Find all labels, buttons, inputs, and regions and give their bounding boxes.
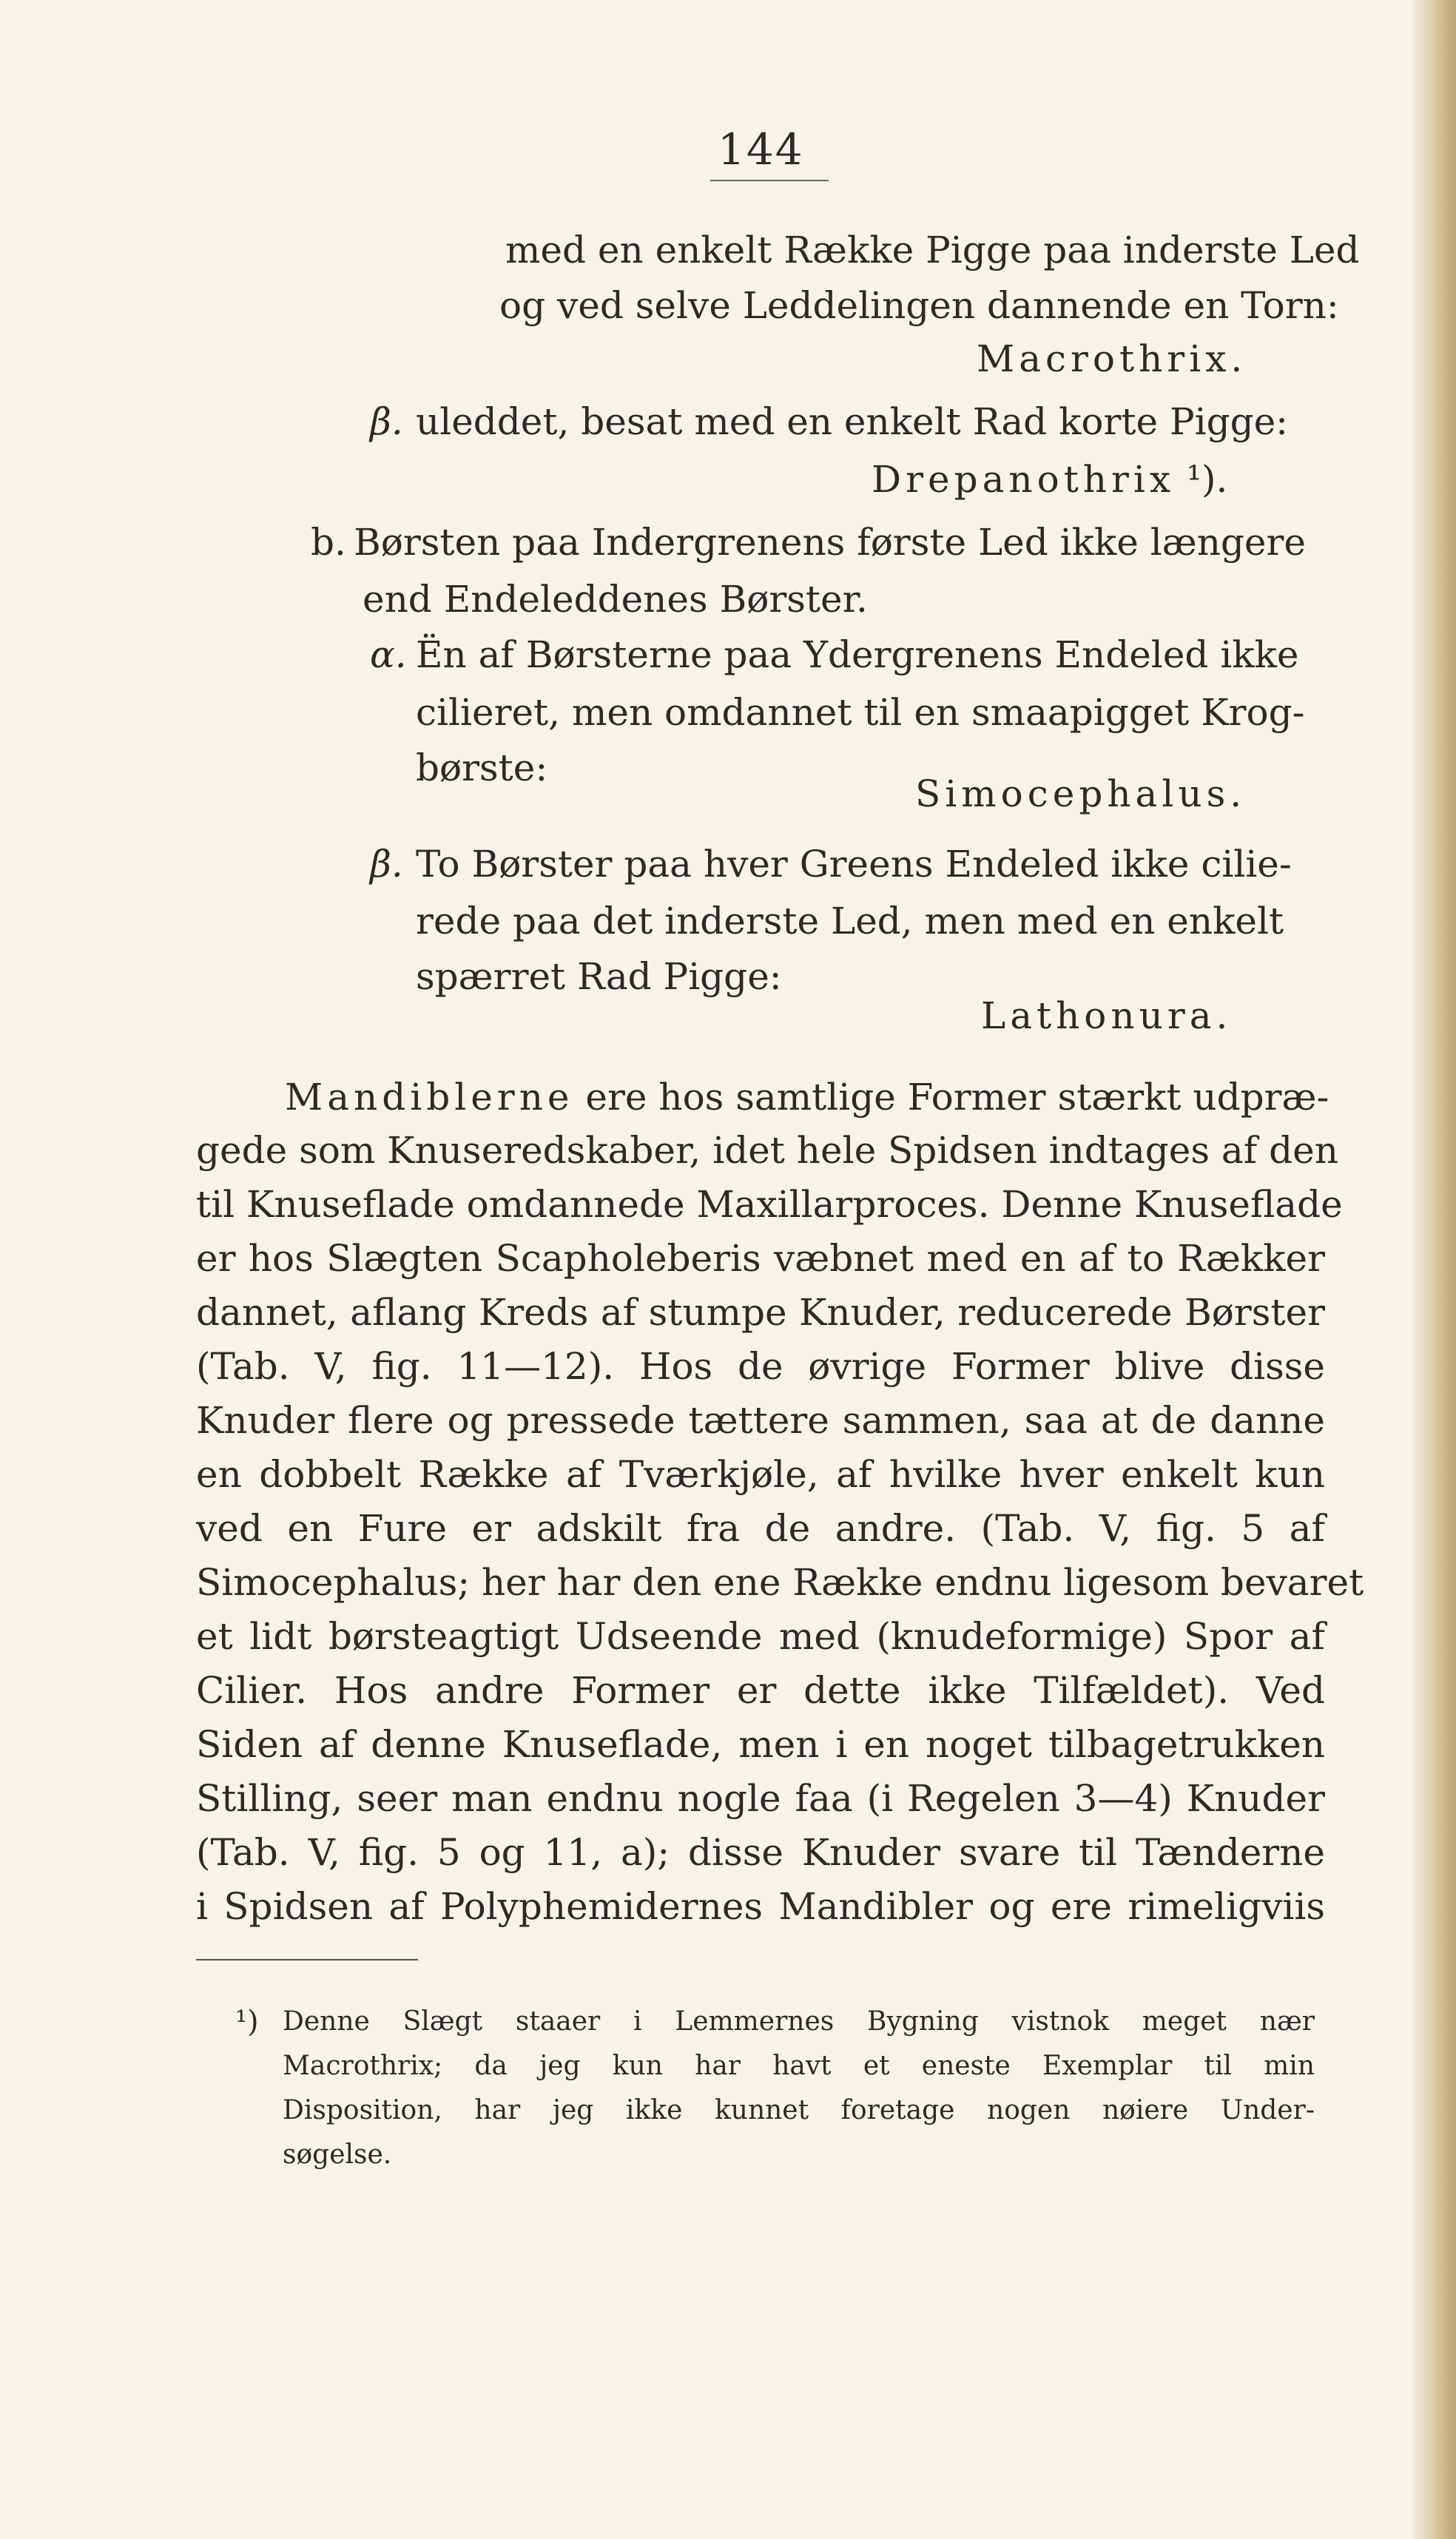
footnote-rule [196, 1959, 418, 1960]
alpha-marker: α. [370, 633, 407, 676]
paragraph-line: dannet, aflang Kreds af stumpe Knuder, reducerede Børster [196, 1291, 1325, 1334]
page-edge-shadow [1413, 0, 1456, 2539]
key-beta-2-line-3: spærret Rad Pigge: [416, 955, 782, 998]
genus-simocephalus: Simocephalus. [915, 772, 1247, 815]
paragraph-line: Cilier. Hos andre Former er dette ikke Tilfældet). Ved [196, 1669, 1325, 1712]
genus-drepanothrix: Drepanothrix [872, 458, 1176, 501]
key-alpha-line-1: Ën af Børsterne paa Ydergrenens Endeled ikke [416, 633, 1299, 676]
page-number-rule [710, 180, 829, 181]
paragraph-line-1-rest: ere hos samtlige Former stærkt udpræ- [585, 1076, 1329, 1119]
beta-marker-2: β. [370, 843, 403, 886]
paragraph-line: Knuder flere og pressede tættere sammen, saa at de danne [196, 1399, 1325, 1442]
footnote-line: Denne Slægt staaer i Lemmernes Bygning vistnok meget nær [283, 2006, 1315, 2037]
paragraph-first-word: Mandiblerne [285, 1076, 574, 1119]
paragraph-line: ved en Fure er adskilt fra de andre. (Tab. V, fig. 5 af [196, 1507, 1325, 1550]
genus-drepanothrix-line [872, 457, 1227, 502]
beta-marker-1: β. [370, 400, 403, 443]
key-b-line-1: Børsten paa Indergrenens første Led ikke længere [354, 521, 1306, 564]
paragraph-line: Simocephalus; her har den ene Række endnu ligesom bevaret [196, 1561, 1364, 1604]
footnote-line: Disposition, har jeg ikke kunnet foretage nogen nøiere Under- [283, 2095, 1315, 2125]
paragraph-line: er hos Slægten Scapholeberis væbnet med en af to Rækker [196, 1237, 1325, 1280]
paragraph-line: Stilling, seer man endnu nogle faa (i Regelen 3—4) Knuder [196, 1777, 1325, 1820]
page-number: 144 [718, 124, 804, 175]
key-alpha-line-3: børste: [416, 746, 548, 789]
paragraph-line: (Tab. V, fig. 11—12). Hos de øvrige Former blive disse [196, 1345, 1325, 1388]
key-beta-1-text: uleddet, besat med en enkelt Rad korte Pigge: [416, 400, 1289, 443]
key-alpha-line-2: cilieret, men omdannet til en smaapigget Krog- [416, 691, 1305, 734]
key-line-1: med en enkelt Række Pigge paa inderste Led [505, 229, 1360, 272]
footnote-line: Macrothrix; da jeg kun har havt et eneste Exemplar til min [283, 2051, 1315, 2081]
key-b-line-2: end Endeleddenes Børster. [363, 578, 868, 621]
paragraph-line: en dobbelt Række af Tværkjøle, af hvilke hver enkelt kun [196, 1453, 1325, 1496]
footnote-marker: ¹) [235, 2005, 259, 2039]
paragraph-line: gede som Knuseredskaber, idet hele Spidsen indtages af den [196, 1129, 1338, 1172]
b-marker: b. [311, 521, 346, 564]
key-line-2: og ved selve Leddelingen dannende en Torn: [499, 284, 1339, 327]
footnote-ref: ¹). [1187, 458, 1228, 501]
paragraph-line-1 [285, 1075, 1329, 1119]
paragraph-line: (Tab. V, fig. 5 og 11, a); disse Knuder svare til Tænderne [196, 1831, 1325, 1874]
footnote-line: søgelse. [283, 2140, 392, 2170]
paragraph-line: et lidt børsteagtigt Udseende med (knudeformige) Spor af [196, 1615, 1325, 1658]
paragraph-last-line: i Spidsen af Polyphemidernes Mandibler og ere rimeligviis [196, 1885, 1325, 1928]
key-beta-2-line-1: To Børster paa hver Greens Endeled ikke cilie- [416, 843, 1292, 886]
genus-lathonura: Lathonura. [981, 994, 1233, 1037]
genus-macrothrix: Macrothrix. [977, 337, 1247, 380]
paragraph-line: til Knuseflade omdannede Maxillarproces. Denne Knuseflade [196, 1183, 1343, 1226]
paragraph-line: Siden af denne Knuseflade, men i en noget tilbagetrukken [196, 1723, 1325, 1766]
key-beta-2-line-2: rede paa det inderste Led, men med en enkelt [416, 900, 1284, 943]
